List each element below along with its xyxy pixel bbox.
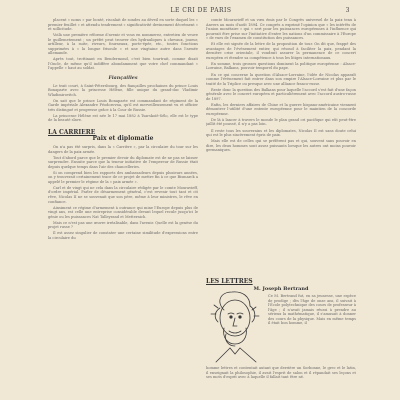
- paragraph: Mais ce n'est pas une œuvre irréalisable, dans l'avenir. Quelle est la genèse du projet russe ?: [48, 220, 198, 230]
- paragraph: Le trait court, à Saint-Pétersbourg, des fiançailles prochaines du prince Louis Bonaparte avec la princesse Hélène, fille unique du grand-duc Vladimir Wladimirovitch.: [48, 83, 198, 97]
- page-number: 3: [345, 7, 350, 14]
- page-title: LE CRI DE PARIS: [170, 7, 232, 14]
- paragraph: homme lettres et contentait autant que derrière un Sorbonne, le grec et le latin, il enseignait la philosophie, il avait l'esprit de salon et il répandait ses leçons et ses mots d'esprit avec à laquelle il fallait tant être né.: [206, 366, 356, 380]
- paragraph: Tout d'abord parce que le premier devoir du diplomate est de ne pas se laisser surprendre. Ensuite parce que la teneur initiative de l'empereur de Russie était depuis quelque temps dans l'air des chancelleries.: [48, 155, 198, 169]
- paragraph: comte Mouravieff et un vœu émis par le Congrès universel de la paix tenu à Anvers au mois d'août 1894. Ce congrès a exprimé l'opinion que « les intérêts de l'union monétaire » qui « sert pour les puissances européennes à l'influence qui pourrait être prise sur l'initiative d'entre les nations d'un commissaire à l'Europe » de vues de l'examen de constitution des puissances.: [206, 18, 356, 41]
- paragraph: En somme, trois grosses questions dominent la politique européenne : Alsace-Lorraine, Balkans, pouvoir temporel du pape.: [206, 61, 356, 71]
- paragraph: Il reste tous les souverains et les diplomates, Nicolas II est sans doute celui qui est le plus sincèrement épris de paix.: [206, 128, 356, 138]
- paragraph: Enfin, les derniers affaires de Chine et la guerre hispano-américaine viennent démontrer l'utilité d'une entente européenne pour le maintien de la concorde européenne.: [206, 102, 356, 116]
- paragraph: Mais elle est de celles qui se préfèrent pas et qui, souvent sans pouvoir en dire, les deux hommes sont assez puissants lorsque les autres ont moins pouvoir germaniques.: [206, 139, 356, 153]
- paragraph: Reste donc la question des Balkans pour laquelle l'accord s'est fait d'une façon générale avec le concert européen et particulièrement avec l'accord austro-russe de 1897.: [206, 87, 356, 101]
- paragraph: Et elle est signée de la lettre de la proposition de tour. On dit que, frappé des avantages de l'évènement entier, qui résoud à faciliter la paix, pendant la dernière crise orientale, il voudrait assurer la permanence de ce concert européen et étendre sa compétence à tous les litiges internationaux.: [206, 42, 356, 60]
- paragraph: Il est assez singulier de constater une certaine similitude d'expressions entre la circulaire du: [48, 231, 198, 240]
- paragraph: Voilà une première réforme d'avenir et vous en nommerez, entretien de veuve le guillemetement ; un préfet peut trouver des hydrauliques à chevaux, joueur, artilleur, à la suite, riveurs, fourneaux, porte-épée, etc., toutes fonctions supprimées à « la longue frisoule » et une vingtaine autre dans l'armée allemande.: [48, 33, 198, 56]
- caricature-portrait-illustration: [206, 288, 270, 364]
- page-header: [48, 6, 354, 18]
- paragraph: placent « noms » par bonté, riscalait de sondes au déveil en sorte duquel les « premier feuillet » et attendu tendrement « significativité devinement décrément » et sollicitude.: [48, 18, 198, 32]
- paragraph: Ce M. Bertrand fut, en sa jeunesse, une espèce de prodige ; dès l'âge de onze ans, il suivait à l'École polytechnique des cours de professeur à l'âge ; il n'avait jamais réussi à prendre au sérieux la mathématique, il s'amusait à donner des cours de la physique. Mais en même temps il était bon homme, il: [268, 294, 356, 326]
- paragraph: Après tout, trottinant en Bendermond, c'est bien tourtrait, comme disait l'Oncle, de même qu'il indiffère abondamment que votre chef commandant « l'appelle » haut au soldat.: [48, 57, 198, 71]
- paragraph: Ainsiment ce régime d'armement à outrance qui mine l'Europe depuis plus de vingt ans, est celle une entreprise considérable devant lequel recule jusqu'ici le génie ou les puissances Nat Talleyrand et Metternich.: [48, 205, 198, 219]
- right-column: [206, 18, 356, 274]
- paragraph: En ce qui concerne la question d'Alsace-Lorraine, l'idée de Nicolas apparaît comme l'évènement fait entrer dans son empire l'Alsace-Lorraine et plus par le traité de la Triplice ou presque avec une alliance franco-russe.: [206, 72, 356, 86]
- article-heading: Paix et diplomatie: [92, 135, 154, 143]
- paragraph: Carl et de vingt qui ne cela dans la circulaire rédigée par le comte Mouravieff, d'ordre impérial. Parler de désarmement général, c'est revenir tout tant et cit rêve, Nicolas II ne se souvenait que son père, même à leur ministres, le rêve en confiance.: [48, 185, 198, 204]
- paragraph: On n'a pas été surpris, dans la « Carrière », par la circulaire du tour sur les dangers de la paix armée.: [48, 145, 198, 154]
- left-column: [48, 18, 198, 242]
- section-heading: LES LETTRES: [206, 278, 253, 285]
- section-heading: LA CARRIERE: [48, 128, 96, 136]
- letters-text-below-portrait: [206, 366, 356, 380]
- article-heading: M. Joseph Bertrand: [253, 286, 309, 292]
- article-heading: Fiançailles: [108, 75, 138, 82]
- letters-text-beside-portrait: [268, 294, 356, 326]
- paragraph: La princesse Hélène est née le 17 mai 1882 à Tsarskoïé-Sélo, elle est le type de la beauté slave.: [48, 113, 198, 123]
- paragraph: De là à lancer à travers le monde le plan grand cri pacifique qui eût peut-être jaillit été poussé, il n'y a pas loin.: [206, 117, 356, 127]
- paragraph: On sait que le prince Louis Bonaparte est commandant de régiment de la Garde impériale Alexandre Féodorovna, qu'il est merveilleusement vu et officier très distingué et progresse grâce à la Cour de Russie.: [48, 98, 198, 112]
- paragraph: Si on comprend bien les rapports des ambassadeurs depuis plusieurs années, on y trouverait certainement trace de ce projet de mettre fin à ce que Bismarck a appelé le premier le régime de la « paix armée ».: [48, 170, 198, 184]
